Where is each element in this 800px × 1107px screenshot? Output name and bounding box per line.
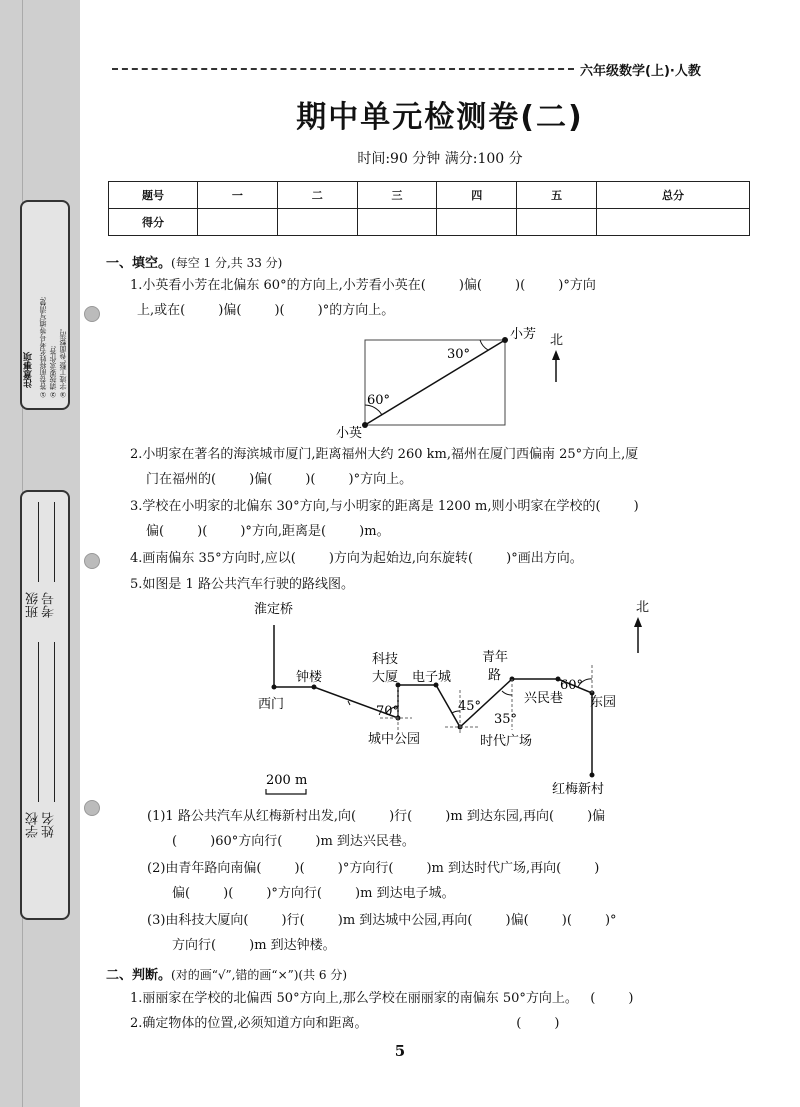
- question-text: 上,或在( )偏( )( )°的方向上。: [137, 303, 395, 318]
- section-note: (每空 1 分,共 33 分): [171, 256, 283, 270]
- question-text: 1.丽丽家在学校的北偏西 50°方向上,那么学校在丽丽家的南偏东 50°方向上。 ( ): [130, 991, 634, 1006]
- notice-text: [38, 208, 70, 398]
- section-note: (对的画“√”,错的画“×”)(共 6 分): [171, 968, 348, 982]
- question-text: (3)由科技大厦向( )行( )m 到达城中公园,再向( )偏( )( )°: [147, 913, 617, 928]
- notice-title: 注意事项: [24, 352, 34, 388]
- scale-label: 200 m: [266, 773, 308, 788]
- question-text: 5.如图是 1 路公共汽车行驶的路线图。: [130, 577, 354, 592]
- notice-line: ①答卷前将姓名考号等填写清楚;: [39, 296, 47, 398]
- angle-label: 35°: [494, 712, 518, 727]
- question-text: 2.小明家在著名的海滨城市厦门,距离福州大约 260 km,福州在厦门西偏南 25°方向上,厦: [130, 447, 639, 462]
- label-b: 小英: [336, 426, 363, 440]
- north-arrow-icon: [552, 350, 560, 360]
- binding-hole: [84, 306, 100, 322]
- angle-label: 60°: [560, 678, 584, 693]
- diagram-line: [365, 340, 505, 425]
- table-cell: 总分: [596, 182, 749, 209]
- question-text: 方向行( )m 到达钟楼。: [172, 938, 336, 953]
- question-text: 偏( )( )°方向,距离是( )m。: [146, 524, 390, 539]
- angle-label: 60°: [367, 393, 391, 408]
- question-text: 2.确定物体的位置,必须知道方向和距离。 ( ): [130, 1016, 560, 1031]
- notice-line: ③字迹工整,卷面整洁。: [59, 324, 67, 398]
- angle-label: 30°: [447, 347, 471, 362]
- figure-direction-diagram: [330, 322, 580, 440]
- exam-no-blank[interactable]: [54, 502, 55, 582]
- score-input-cell[interactable]: [517, 209, 597, 236]
- stop-label: 电子城: [412, 670, 452, 685]
- angle-arc: [502, 691, 512, 695]
- stop-label: 路: [488, 668, 502, 683]
- north-label: 北: [550, 333, 564, 348]
- table-cell: 题号: [109, 182, 198, 209]
- section-title: 二、判断。: [106, 968, 172, 983]
- class-label: 班级: [26, 592, 41, 618]
- table-cell: 四: [437, 182, 517, 209]
- question-text: 门在福州的( )偏( )( )°方向上。: [146, 472, 413, 487]
- distance-tick: [348, 701, 350, 705]
- angle-label: 70°: [376, 704, 400, 719]
- score-input-cell[interactable]: [437, 209, 517, 236]
- score-input-cell[interactable]: [198, 209, 278, 236]
- class-blank[interactable]: [38, 502, 39, 582]
- section-heading: [106, 252, 282, 271]
- angle-arc: [480, 340, 488, 350]
- stop-label: 科技: [372, 652, 399, 667]
- table-row: [109, 209, 750, 236]
- label-a: 小芳: [510, 327, 537, 342]
- question-text: 1.小英看小芳在北偏东 60°的方向上,小芳看小英在( )偏( )( )°方向: [130, 278, 596, 293]
- stop-label: 淮定桥: [254, 602, 294, 617]
- page-title: 期中单元检测卷(二): [296, 100, 584, 135]
- exam-no-label: 考号: [42, 592, 57, 618]
- question-text: (2)由青年路向南偏( )( )°方向行( )m 到达时代广场,再向( ): [147, 861, 600, 876]
- page-number: 5: [394, 1042, 406, 1060]
- north-label: 北: [636, 600, 650, 615]
- stop-label: 红梅新村: [552, 782, 605, 797]
- figure-bus-route-map: [240, 595, 670, 805]
- question-text: 3.学校在小明家的北偏东 30°方向,与小明家的距离是 1200 m,则小明家在学校的( ): [130, 499, 639, 514]
- table-cell: 五: [517, 182, 597, 209]
- stop-label: 时代广场: [480, 734, 533, 749]
- student-info-box: [20, 490, 70, 920]
- time-info: 时间:90 分钟 满分:100 分: [357, 151, 523, 167]
- table-cell: 得分: [109, 209, 198, 236]
- scale-bar: [266, 789, 306, 794]
- name-blank[interactable]: [54, 642, 55, 802]
- score-input-cell[interactable]: [357, 209, 437, 236]
- table-cell: 三: [357, 182, 437, 209]
- school-label: 学校: [26, 812, 41, 838]
- stop-label: 兴民巷: [524, 691, 564, 706]
- question-text: 4.画南偏东 35°方向时,应以( )方向为起始边,向东旋转( )°画出方向。: [130, 551, 583, 566]
- notice-box: [20, 200, 70, 410]
- binding-hole: [84, 553, 100, 569]
- table-cell: 二: [277, 182, 357, 209]
- point-b: [362, 422, 368, 428]
- stop-label: 青年: [482, 650, 509, 665]
- stop-label: 城中公园: [368, 732, 421, 747]
- question-text: 偏( )( )°方向行( )m 到达电子城。: [172, 886, 455, 901]
- binding-hole: [84, 800, 100, 816]
- header-dash-line: [112, 68, 574, 70]
- table-row: [109, 182, 750, 209]
- question-text: ( )60°方向行( )m 到达兴民巷。: [172, 834, 415, 849]
- stop-label: 西门: [258, 697, 285, 712]
- angle-label: 45°: [458, 699, 482, 714]
- score-table: [108, 181, 750, 236]
- stop-label: 大厦: [372, 670, 399, 685]
- point-a: [502, 337, 508, 343]
- section-title: 一、填空。: [106, 256, 172, 271]
- grade-label: 六年级数学(上)·人教: [580, 64, 701, 79]
- name-label: 姓名: [42, 812, 57, 838]
- north-arrow-icon: [634, 617, 642, 627]
- notice-line: ②请按要求作答;: [49, 345, 57, 398]
- stop-label: 东园: [590, 695, 617, 710]
- stop-label: 钟楼: [296, 670, 323, 685]
- question-text: (1)1 路公共汽车从红梅新村出发,向( )行( )m 到达东园,再向( )偏: [147, 809, 606, 824]
- table-cell: 一: [198, 182, 278, 209]
- school-blank[interactable]: [38, 642, 39, 802]
- section-heading: [106, 964, 347, 983]
- score-input-cell[interactable]: [596, 209, 749, 236]
- score-input-cell[interactable]: [277, 209, 357, 236]
